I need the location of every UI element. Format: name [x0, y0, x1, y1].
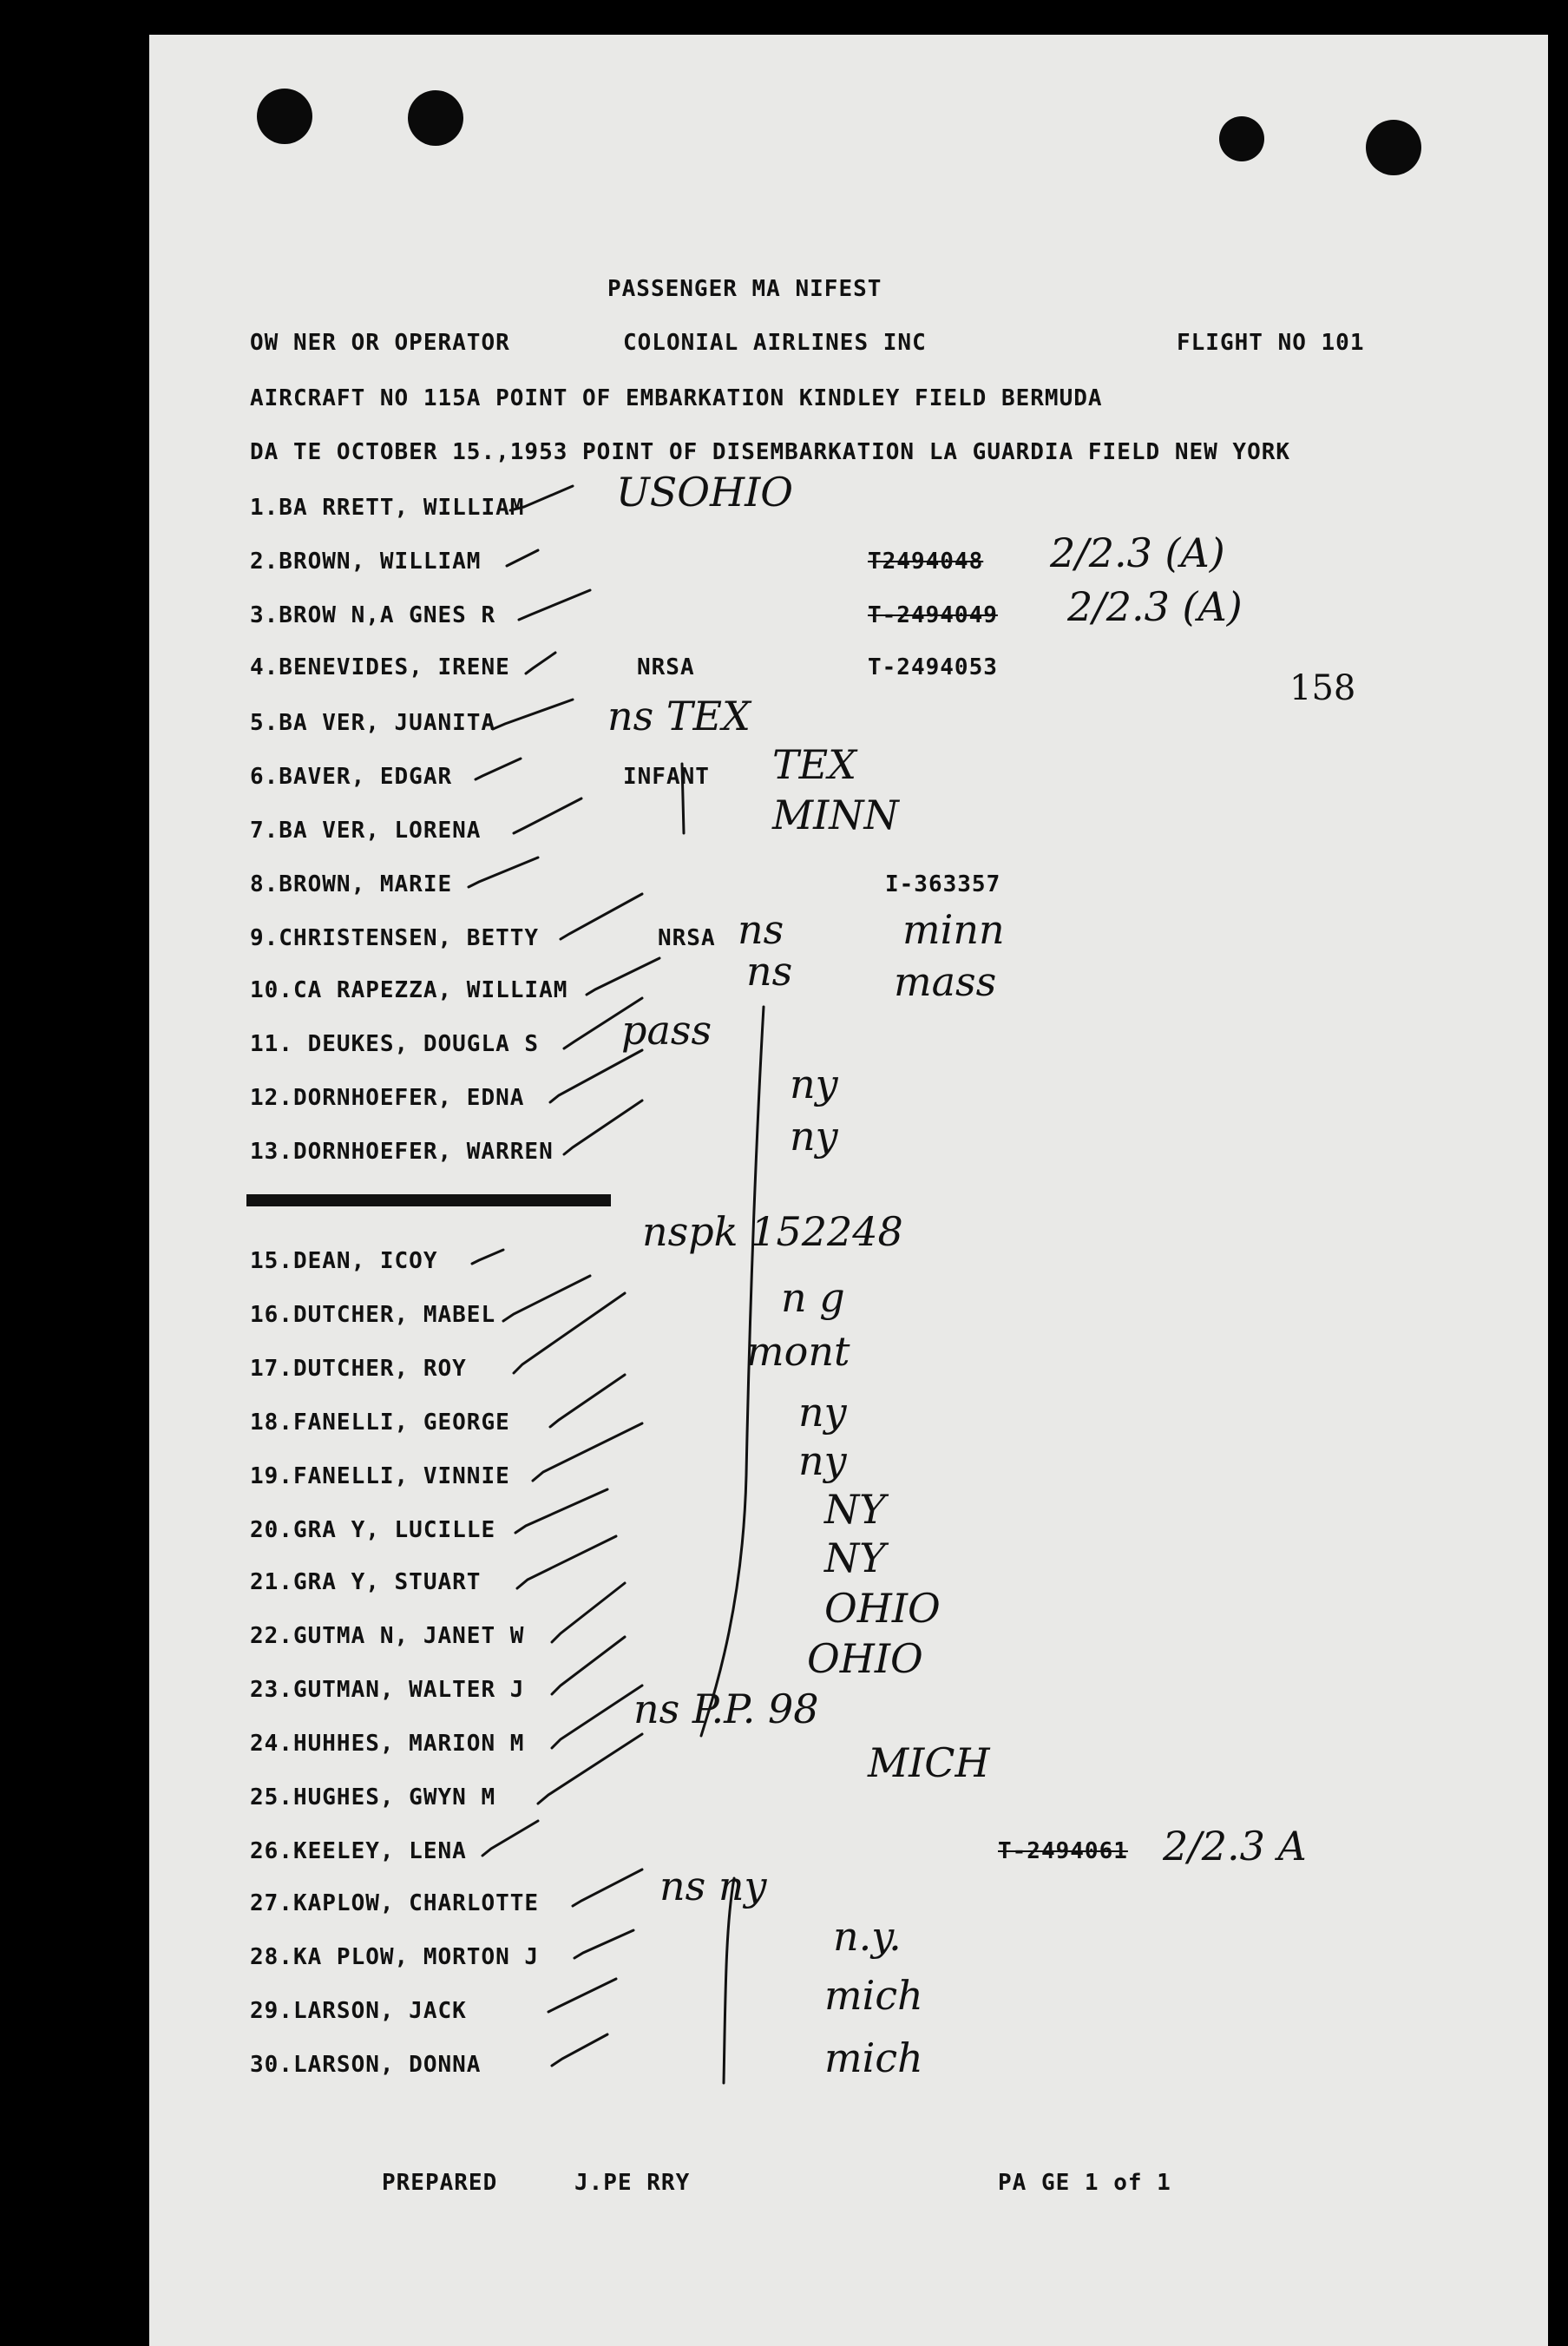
- aircraft-line: AIRCRAFT NO 115A POINT OF EMBARKATION KINDLEY FIELD BERMUDA: [250, 385, 1103, 411]
- passenger-row: 9.CHRISTENSEN, BETTY: [250, 925, 540, 951]
- manifest-title: PASSENGER MA NIFEST: [607, 276, 882, 302]
- prepared-by: J.PE RRY: [574, 2170, 691, 2196]
- margin-number: 158: [1289, 668, 1356, 708]
- nrsa-note: NRSA: [637, 654, 695, 680]
- handwritten-note: 2/2.3 A: [1163, 1823, 1307, 1870]
- passenger-row: 3.BROW N,A GNES R: [250, 602, 496, 628]
- handwritten-note: mich: [824, 1972, 923, 2019]
- passenger-row: 22.GUTMA N, JANET W: [250, 1623, 525, 1649]
- handwritten-note: TEX: [772, 741, 857, 788]
- handwritten-note: MINN: [772, 792, 899, 838]
- passenger-row: 10.CA RAPEZZA, WILLIAM: [250, 977, 568, 1003]
- nrsa-note: NRSA: [658, 925, 716, 951]
- handwritten-note: ns ny: [659, 1863, 767, 1909]
- page-number: PA GE 1 of 1: [998, 2170, 1171, 2196]
- prepared-label: PREPARED: [382, 2170, 498, 2196]
- handwritten-note: ns: [738, 906, 784, 953]
- handwritten-note: NY: [824, 1534, 886, 1581]
- handwritten-note: ny: [798, 1437, 847, 1484]
- passenger-row: 23.GUTMAN, WALTER J: [250, 1677, 525, 1703]
- handwritten-note: MICH: [868, 1739, 990, 1786]
- handwritten-note: pass: [621, 1007, 712, 1054]
- handwritten-note: 2/2.3 (A): [1067, 583, 1243, 630]
- passenger-row: 13.DORNHOEFER, WARREN: [250, 1139, 554, 1165]
- passenger-row: 21.GRA Y, STUART: [250, 1569, 482, 1595]
- handwritten-note: mont: [746, 1328, 850, 1375]
- passenger-row: 6.BAVER, EDGAR: [250, 764, 453, 790]
- passenger-row: 16.DUTCHER, MABEL: [250, 1302, 496, 1328]
- passenger-row: 18.FANELLI, GEORGE: [250, 1410, 510, 1436]
- owner-value: COLONIAL AIRLINES INC: [623, 330, 927, 356]
- document-number: T-2494049: [868, 602, 998, 628]
- handwritten-note: ny: [798, 1389, 847, 1436]
- handwritten-note: ns TEX: [607, 693, 751, 739]
- passenger-row: 27.KAPLOW, CHARLOTTE: [250, 1890, 540, 1916]
- owner-label: OW NER OR OPERATOR: [250, 330, 510, 356]
- passenger-row: 28.KA PLOW, MORTON J: [250, 1944, 540, 1970]
- passenger-row: 26.KEELEY, LENA: [250, 1838, 467, 1864]
- passenger-row: 4.BENEVIDES, IRENE: [250, 654, 510, 680]
- passenger-row: 15.DEAN, ICOY: [250, 1248, 438, 1274]
- handwritten-note: ny: [790, 1061, 838, 1107]
- document-number: I-363357: [885, 871, 1001, 897]
- handwritten-note: USOHIO: [616, 469, 793, 516]
- passenger-row: 2.BROWN, WILLIAM: [250, 549, 482, 575]
- handwritten-note: ns P.P. 98: [633, 1686, 819, 1732]
- handwritten-note: minn: [902, 906, 1005, 953]
- passenger-row: 12.DORNHOEFER, EDNA: [250, 1085, 525, 1111]
- handwritten-note: mass: [894, 958, 997, 1005]
- handwritten-note: ns: [746, 948, 793, 995]
- infant-note: INFANT: [623, 764, 710, 790]
- passenger-row: 30.LARSON, DONNA: [250, 2052, 482, 2078]
- passenger-row: 11. DEUKES, DOUGLA S: [250, 1031, 540, 1057]
- date-line: DA TE OCTOBER 15.,1953 POINT OF DISEMBARKATION LA GUARDIA FIELD NEW YORK: [250, 439, 1291, 465]
- passenger-row: 19.FANELLI, VINNIE: [250, 1463, 510, 1489]
- passenger-row: 7.BA VER, LORENA: [250, 818, 482, 844]
- passenger-row: 17.DUTCHER, ROY: [250, 1356, 467, 1382]
- handwritten-note: n.y.: [833, 1913, 902, 1960]
- handwritten-note: OHIO: [807, 1635, 923, 1682]
- handwritten-note: OHIO: [824, 1585, 941, 1632]
- handwritten-note: nspk 152248: [642, 1208, 903, 1255]
- passenger-row: 20.GRA Y, LUCILLE: [250, 1517, 496, 1543]
- flight-number: FLIGHT NO 101: [1177, 330, 1365, 356]
- document-number: T-2494053: [868, 654, 998, 680]
- passenger-row: 5.BA VER, JUANITA: [250, 710, 496, 736]
- handwritten-note: ny: [790, 1113, 838, 1160]
- document-number: T2494048: [868, 549, 984, 575]
- passenger-row: 25.HUGHES, GWYN M: [250, 1784, 496, 1810]
- handwritten-note: NY: [824, 1486, 886, 1533]
- passenger-row: 29.LARSON, JACK: [250, 1998, 467, 2024]
- handwritten-note: 2/2.3 (A): [1050, 529, 1225, 576]
- passenger-row: 24.HUHHES, MARION M: [250, 1731, 525, 1757]
- document-number: T-2494061: [998, 1838, 1128, 1864]
- handwritten-note: n g: [781, 1274, 845, 1321]
- passenger-row: 1.BA RRETT, WILLIAM: [250, 495, 525, 521]
- handwritten-note: mich: [824, 2034, 923, 2081]
- passenger-row: 8.BROWN, MARIE: [250, 871, 453, 897]
